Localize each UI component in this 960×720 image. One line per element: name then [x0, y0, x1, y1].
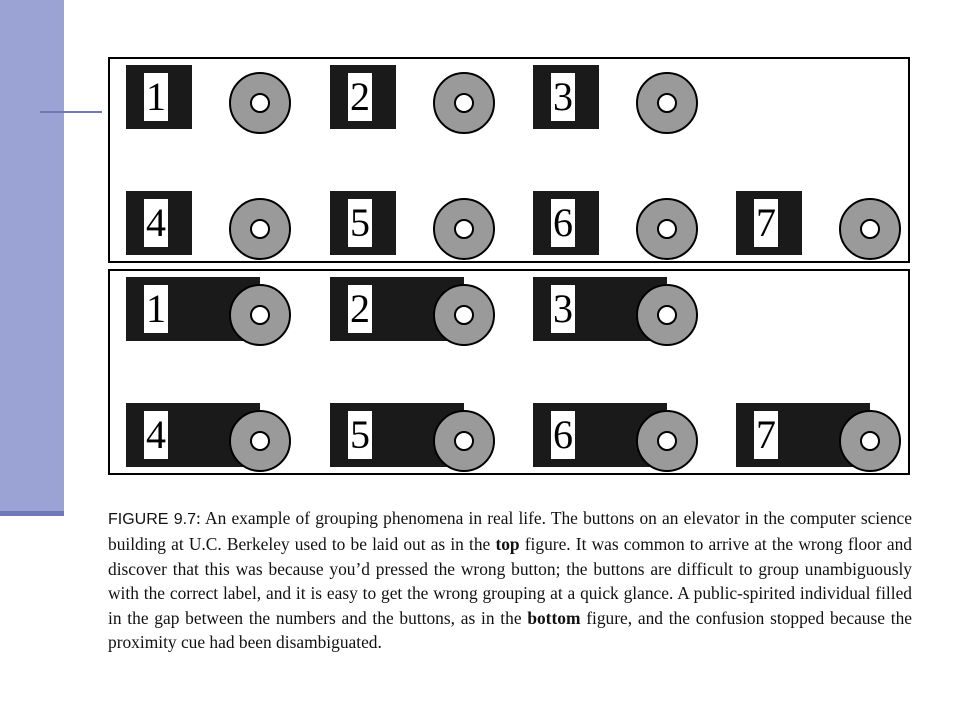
floor-label — [330, 65, 396, 129]
button-center-icon — [250, 93, 270, 113]
floor-number: 5 — [350, 200, 370, 245]
slide-sidebar-edge — [0, 511, 64, 516]
floor-number: 2 — [350, 286, 370, 331]
caption-emphasis-top: top — [495, 534, 520, 555]
floor-label — [126, 191, 192, 255]
elevator-button — [636, 410, 698, 472]
elevator-button — [636, 72, 698, 134]
elevator-button — [433, 198, 495, 260]
floor-number: 6 — [553, 200, 573, 245]
button-center-icon — [250, 431, 270, 451]
elevator-button — [839, 410, 901, 472]
floor-number: 4 — [146, 412, 166, 457]
elevator-button — [229, 72, 291, 134]
floor-label — [736, 191, 802, 255]
elevator-button — [229, 198, 291, 260]
button-center-icon — [657, 431, 677, 451]
slide-sidebar — [0, 0, 64, 516]
button-center-icon — [657, 93, 677, 113]
floor-label — [533, 191, 599, 255]
elevator-button — [433, 72, 495, 134]
floor-label — [126, 65, 192, 129]
floor-label — [533, 65, 599, 129]
floor-number: 2 — [350, 74, 370, 119]
elevator-button — [229, 410, 291, 472]
figure-label: FIGURE 9.7 — [108, 511, 196, 528]
button-center-icon — [454, 93, 474, 113]
elevator-button — [636, 198, 698, 260]
elevator-button — [839, 198, 901, 260]
button-center-icon — [454, 305, 474, 325]
caption-text-3: figure, and the confusion stopped because the proximity cue had been disambiguated. — [108, 607, 912, 653]
floor-number: 4 — [146, 200, 166, 245]
button-center-icon — [860, 431, 880, 451]
slide-connector-line — [40, 111, 102, 113]
elevator-button — [433, 410, 495, 472]
floor-number: 7 — [756, 412, 776, 457]
button-center-icon — [454, 431, 474, 451]
elevator-button — [433, 284, 495, 346]
floor-number: 1 — [146, 286, 166, 331]
button-center-icon — [657, 305, 677, 325]
elevator-button — [229, 284, 291, 346]
floor-label — [330, 191, 396, 255]
floor-number: 1 — [146, 74, 166, 119]
elevator-button — [636, 284, 698, 346]
floor-number: 3 — [553, 74, 573, 119]
caption-emphasis-bottom: bottom — [527, 607, 581, 628]
figure-caption — [108, 506, 912, 654]
button-center-icon — [250, 305, 270, 325]
floor-number: 7 — [756, 200, 776, 245]
button-center-icon — [454, 219, 474, 239]
button-center-icon — [657, 219, 677, 239]
button-center-icon — [250, 219, 270, 239]
bottom-elevator-panel — [108, 269, 910, 475]
floor-number: 5 — [350, 412, 370, 457]
floor-number: 3 — [553, 286, 573, 331]
caption-text-2: figure. It was common to arrive at the wrong floor and discover that this was because you’d pressed the wrong button; the buttons are difficult to group unambiguously with the correct label, and it is easy to get the wrong grouping at a quick glance. A public-spirited individual filled in the gap between the numbers and the buttons, as in the — [108, 534, 912, 628]
button-center-icon — [860, 219, 880, 239]
top-elevator-panel — [108, 57, 910, 263]
floor-number: 6 — [553, 412, 573, 457]
caption-text-1: : An example of grouping phenomena in real life. The buttons on an elevator in the computer science building at U.C. Berkeley used to be laid out as in the — [108, 508, 912, 555]
